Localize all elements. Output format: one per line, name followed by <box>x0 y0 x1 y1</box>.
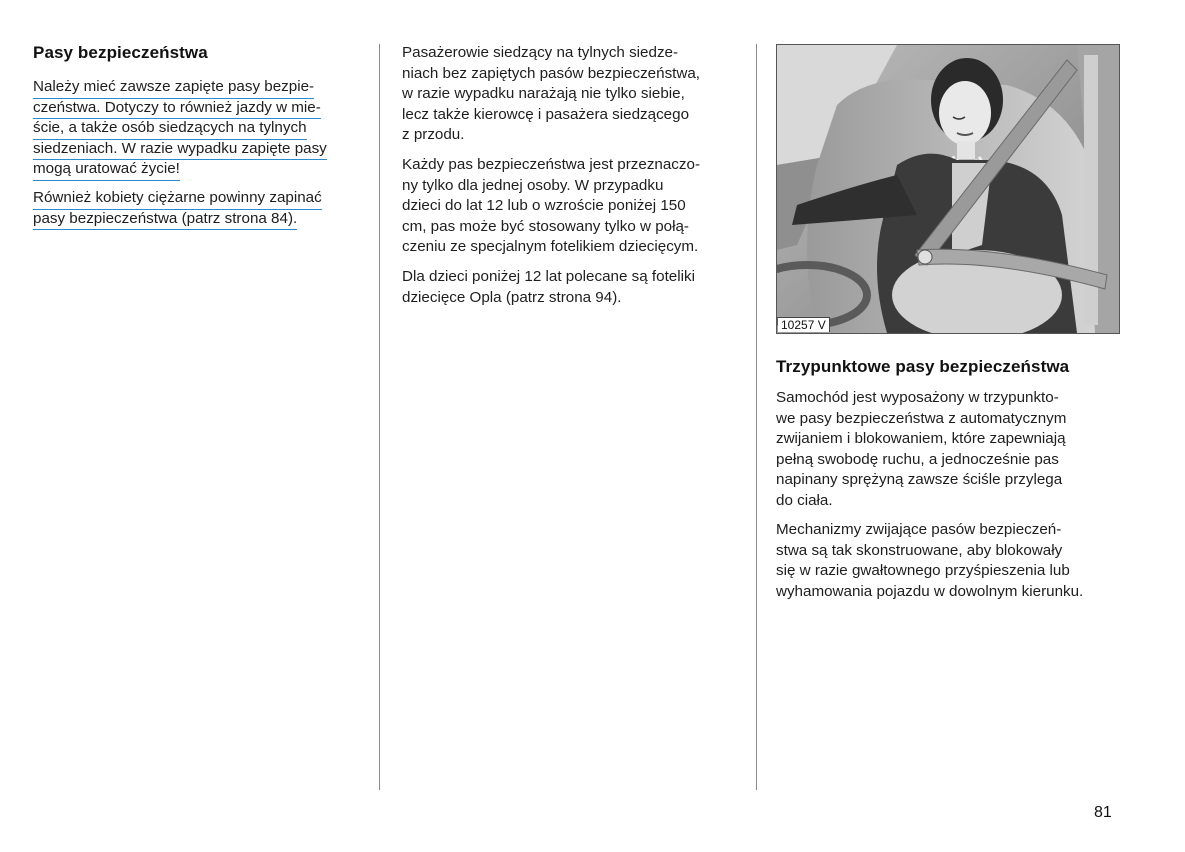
text-line: niach bez zapiętych pasów bezpieczeństwa, <box>402 64 701 82</box>
text-line: Pasażerowie siedzący na tylnych siedze- <box>402 44 679 61</box>
text-line: wyhamowania pojazdu w dowolnym kierunku. <box>776 582 1084 600</box>
text-line: Należy mieć zawsze zapięte pasy bezpie- <box>33 77 314 99</box>
text-line: napinany sprężyną zawsze ściśle przylega <box>776 471 1063 488</box>
text-line: dzieci do lat 12 lub o wzroście poniżej 150 <box>402 197 686 214</box>
section-heading-three-point-belts: Trzypunktowe pasy bezpieczeństwa <box>776 357 1070 376</box>
seatbelt-illustration <box>776 44 1120 334</box>
paragraph-rear-passengers <box>402 43 747 146</box>
text-line: czeniu ze specjalnym fotelikiem dziecięcym. <box>402 238 699 255</box>
text-line: dziecięce Opla (patrz strona 94). <box>402 288 622 306</box>
text-line: lecz także kierowcę i pasażera siedzącego <box>402 105 690 123</box>
paragraph-child-seats <box>402 267 747 308</box>
text-line: w razie wypadku narażają nie tylko siebie, <box>402 85 685 102</box>
text-line: Samochód jest wyposażony w trzypunkto- <box>776 389 1059 406</box>
text-line: zwijaniem i blokowaniem, które zapewniają <box>776 430 1066 447</box>
text-line: we pasy bezpieczeństwa z automatycznym <box>776 409 1067 427</box>
paragraph-always-fasten <box>33 77 363 180</box>
paragraph-three-point-description <box>776 388 1121 511</box>
page-number: 81 <box>1094 804 1112 821</box>
column-divider-left <box>379 44 380 790</box>
text-line: ście, a także osób siedzących na tylnych <box>33 118 307 140</box>
figure-reference-label: 10257 V <box>778 317 830 332</box>
text-line: do ciała. <box>776 491 833 509</box>
paragraph-one-person-per-belt <box>402 155 747 258</box>
text-line: Również kobiety ciężarne powinny zapinać <box>33 188 322 210</box>
column-divider-right <box>756 44 757 790</box>
paragraph-pregnant-women <box>33 188 363 229</box>
text-line: Mechanizmy zwijające pasów bezpieczeń- <box>776 521 1062 538</box>
pregnant-woman-seatbelt-drawing <box>777 45 1119 333</box>
text-line: czeństwa. Dotyczy to również jazdy w mie- <box>33 98 321 120</box>
text-line: pasy bezpieczeństwa (patrz strona 84). <box>33 209 297 231</box>
text-line: mogą uratować życie! <box>33 159 180 181</box>
text-line: z przodu. <box>402 126 465 143</box>
text-line: się w razie gwałtownego przyśpieszenia lub <box>776 562 1070 579</box>
text-line: stwa są tak skonstruowane, aby blokowały <box>776 541 1063 559</box>
section-heading-seatbelts: Pasy bezpieczeństwa <box>33 43 208 62</box>
text-line: Dla dzieci poniżej 12 lat polecane są foteliki <box>402 268 695 285</box>
text-line: cm, pas może być stosowany tylko w połą- <box>402 217 689 235</box>
text-line: pełną swobodę ruchu, a jednocześnie pas <box>776 450 1059 468</box>
text-line: Każdy pas bezpieczeństwa jest przeznaczo- <box>402 156 700 173</box>
text-line: siedzeniach. W razie wypadku zapięte pasy <box>33 139 327 161</box>
text-line: ny tylko dla jednej osoby. W przypadku <box>402 176 664 194</box>
paragraph-retractor-mechanism <box>776 520 1121 602</box>
